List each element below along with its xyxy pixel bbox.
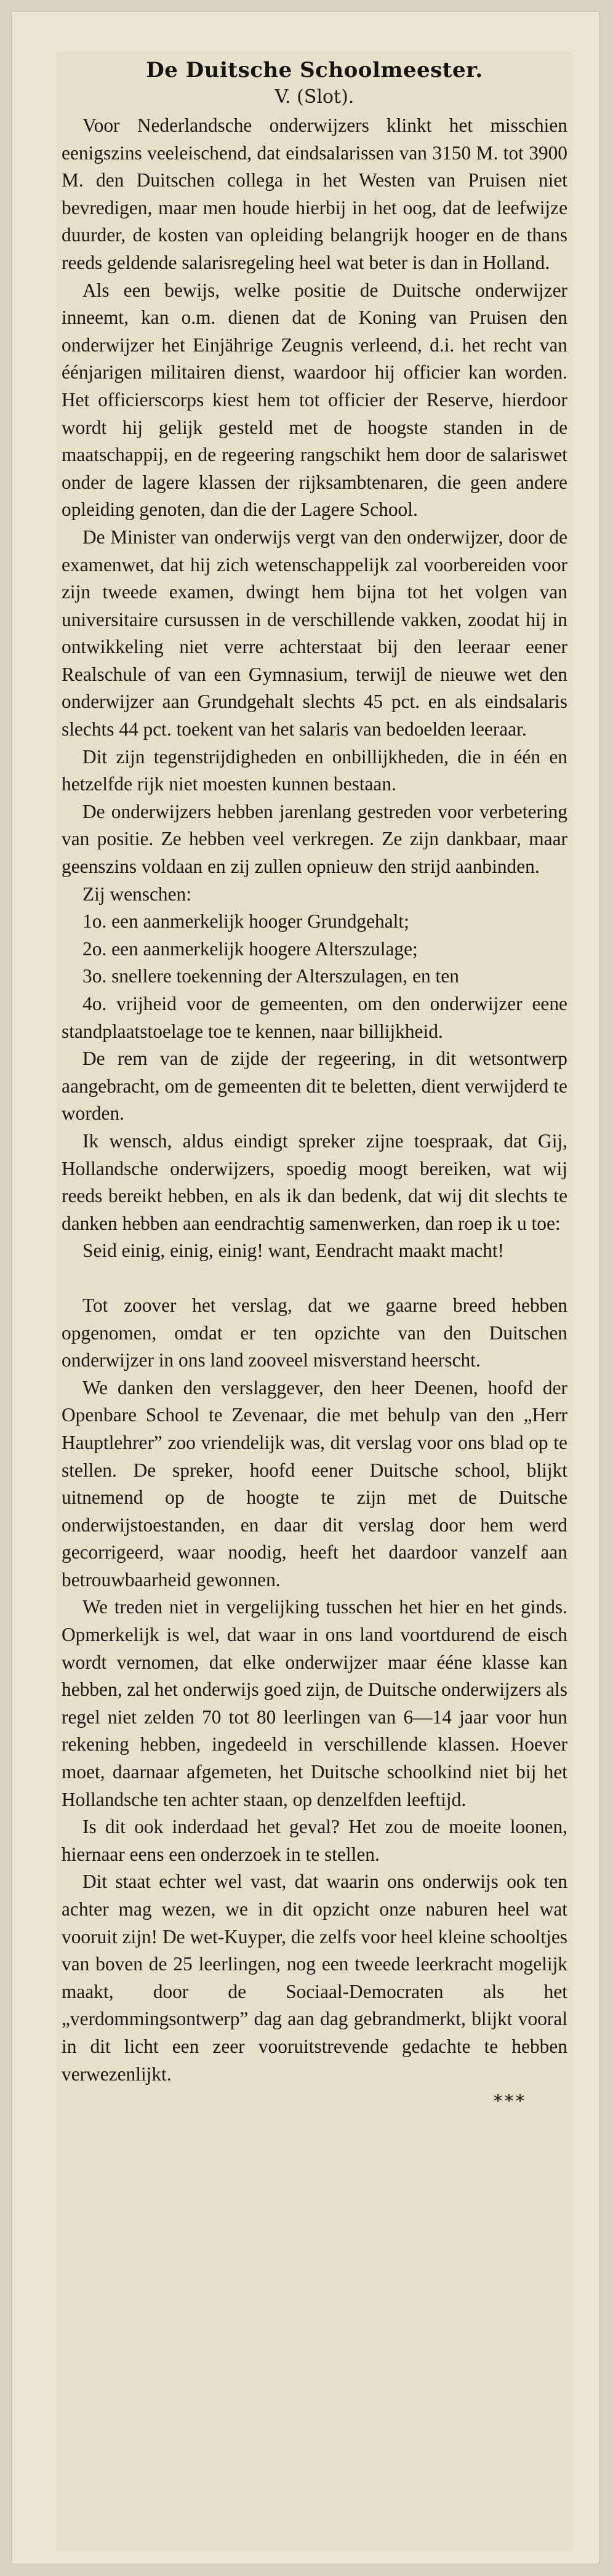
wish-item: 1o. een aanmerkelijk hooger Grundgehalt; [82,910,409,933]
paragraph: Seid einig, einig, einig! want, Eendracht maakt macht! [82,1240,505,1262]
paragraph: De Minister van onderwijs vergt van den onderwijzer, door de examenwet, dat hij zich wetenschappelijk zal voorbereiden voor zijn tweede examen, dwingt hem bijna tot het volgen van universitaire cursussen in de verschillende vakken, zoodat hij in ontwikkeling niet verre achterstaat bij den leeraar eener Realschule of van een Gymnasium, terwijl de nieuwe wet den onderwijzer aan Grundgehalt slechts 45 pct. en als eindsalaris slechts 44 pct. toekent van het salaris van bedoelden leeraar. [62,526,567,740]
paragraph: We danken den verslaggever, den heer Deenen, hoofd der Openbare School te Zevenaar, die met behulp van den „Herr Hauptlehrer” zoo vriendelijk was, dit verslag voor ons blad op te stellen. De spreker, hoofd eener Duitsche school, blijkt uitnemend op de hoogte te zijn met de Duitsche onderwijstoestanden, en daar dit verslag door hem werd gecorrigeerd, waar noodig, heeft het daardoor vanzelf aan betrouwbaarheid gewonnen. [62,1376,567,1591]
wishes-intro: Zij wenschen: [82,883,191,905]
article-subtitle: V. (Slot). [274,86,355,108]
paragraph: Dit staat echter wel vast, dat waarin ons onderwijs ook ten achter mag wezen, we in dit opzicht onze naburen heel wat vooruit zijn! De wet-Kuyper, die zelfs voor heel kleine schooltjes van boven de 25 leerlingen, nog een tweede leerkracht mogelijk maakt, door de Sociaal-Democraten als het „verdommingsontwerp” dag aan dag gebrandmerkt, blijkt vooral in dit licht een zeer vooruitstrevende gedachte te hebben verwezenlijkt. [62,1871,567,2085]
paragraph: Dit zijn tegenstrijdigheden en onbillijkheden, die in één en hetzelfde rijk niet moesten kunnen bestaan. [62,745,567,795]
section-gap [62,1265,567,1292]
paragraph: Als een bewijs, welke positie de Duitsche onderwijzer inneemt, kan o.m. dienen dat de Koning van Pruisen den onderwijzer het Einjährige Zeugnis verleend, d.i. het recht van éénjarigen militairen dienst, waardoor hij officier kan worden. Het officierscorps kiest hem tot officier der Reserve, hierdoor wordt hij gelijk gesteld met de hoogste standen in de maatschappij, en de regeering rangschikt hem door de salariswet onder de lagere klassen der rijksambtenaren, die geen andere opleiding genoten, dan die der Lagere School. [62,279,567,521]
paragraph: Ik wensch, aldus eindigt spreker zijne toespraak, dat Gij, Hollandsche onderwijzers, spoedig moogt bereiken, wat wij reeds bereikt hebben, en als ik dan bedenk, dat wij dit slechts te danken hebben aan eendrachtig samenwerken, dan roep ik u toe: [62,1130,567,1234]
paragraph: Is dit ook inderdaad het geval? Het zou de moeite loonen, hiernaar eens een onderzoek in te stellen. [62,1816,567,1865]
paragraph: Tot zoover het verslag, dat we gaarne breed hebben opgenomen, omdat er ten opzichte van den Duitschen onderwijzer in ons land zooveel misverstand heerscht. [62,1294,567,1371]
paragraph: Voor Nederlandsche onderwijzers klinkt het misschien eenigszins veeleischend, dat eindsalarissen van 3150 M. tot 3900 M. den Duitschen collega in het Westen van Pruisen niet bevredigen, maar men houde hierbij in het oog, dat de leefwijze duurder, de kosten van opleiding belangrijk hooger en de thans reeds geldende salarisregeling heel wat beter is dan in Holland. [62,114,567,273]
archive-sheet [11,11,599,2564]
paragraph: De rem van de zijde der regeering, in dit wetsontwerp aangebracht, om de gemeenten dit te beletten, dient verwijderd te worden. [62,1048,567,1125]
wish-item: 4o. vrijheid voor de gemeenten, om den onderwijzer eene standplaatstoelage toe te kennen, naar billijkheid. [62,993,567,1042]
wish-item: 2o. een aanmerkelijk hoogere Alterszulage; [82,937,418,960]
wish-item: 3o. snellere toekenning der Alterszulagen, en ten [82,965,459,987]
article-title: De Duitsche Schoolmeester. [146,58,483,82]
newspaper-clipping [57,52,572,2551]
article-body [57,112,572,2088]
paragraph: De onderwijzers hebben jarenlang gestreden voor verbetering van positie. Ze hebben veel verkregen. Ze zijn dankbaar, maar geenszins voldaan en zij zullen opnieuw den strijd aanbinden. [62,800,567,878]
paragraph: We treden niet in vergelijking tusschen het hier en het ginds. Opmerkelijk is wel, dat waar in ons land voortdurend de eisch wordt vernomen, dat elke onderwijzer maar ééne klasse kan hebben, zal het onderwijs goed zijn, de Duitsche onderwijzers als regel niet zelden 70 tot 80 leerlingen van 6—14 jaar voor hun rekening hebben, ingedeeld in verschillende klassen. Hoever moet, daarnaar afgemeten, het Duitsche schoolkind niet bij het Hollandsche ten achter staan, op denzelfden leeftijd. [62,1596,567,1810]
end-mark: *** [494,2091,527,2112]
